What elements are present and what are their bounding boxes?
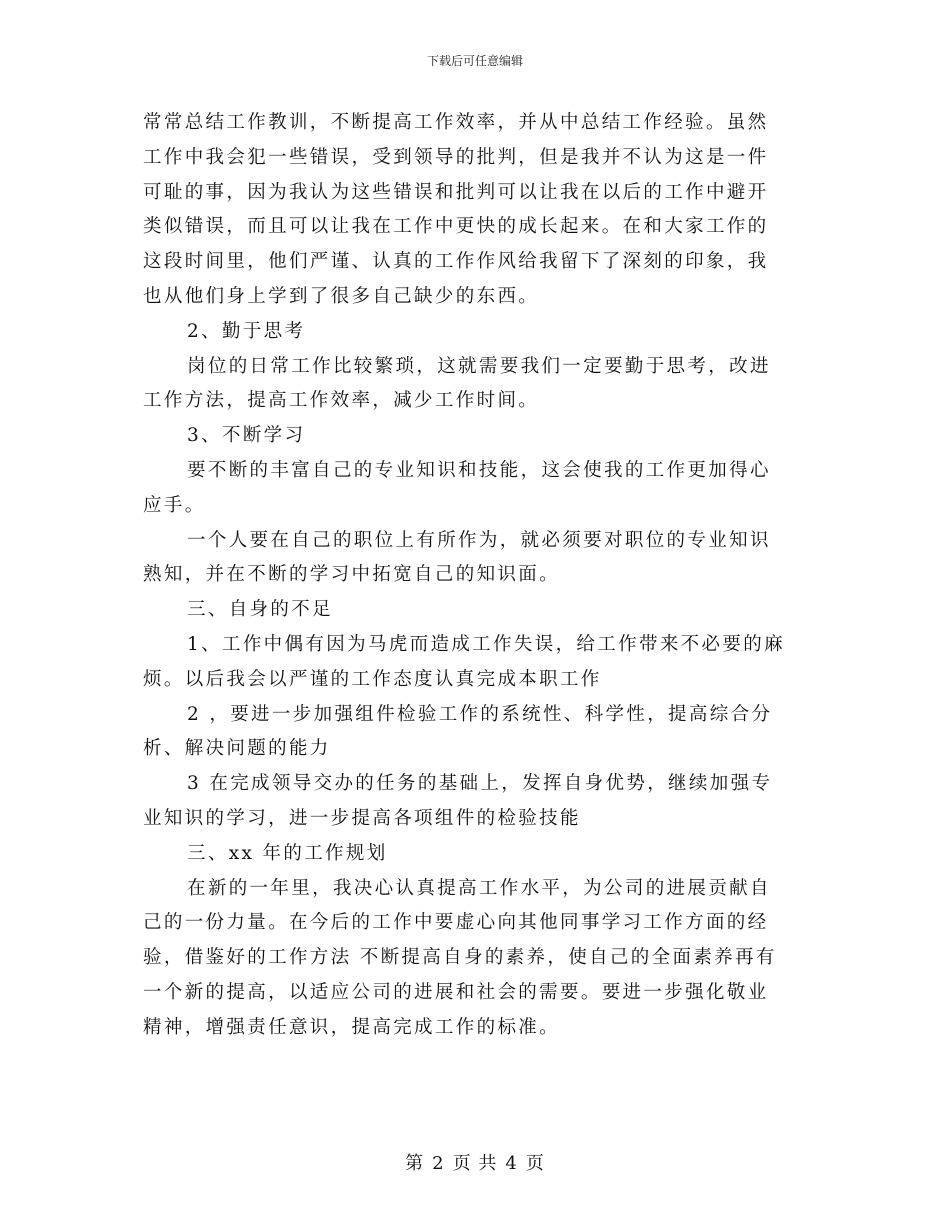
body-line: 工作中我会犯一些错误，受到领导的批判，但是我并不认为这是一件 xyxy=(143,146,769,168)
body-line: 应手。 xyxy=(143,494,206,516)
page-footer xyxy=(0,1149,950,1175)
body-line: 3 在完成领导交办的任务的基础上，发挥自身优势，继续加强专 xyxy=(187,773,773,795)
page-header: 下载后可任意编辑 xyxy=(426,54,523,68)
document-body xyxy=(143,106,809,1046)
body-line: 精神，增强责任意识，提高完成工作的标准。 xyxy=(143,1016,561,1038)
body-line: 三、自身的不足 xyxy=(187,599,333,621)
body-line: 验，借鉴好的工作方法 不断提高自身的素养，使自己的全面素养再有 xyxy=(143,947,777,969)
body-line: 要不断的丰富自己的专业知识和技能，这会使我的工作更加得心 xyxy=(187,459,771,481)
body-line: 一个新的提高，以适应公司的进展和社会的需要。要进一步强化敬业 xyxy=(143,981,769,1003)
footer-middle: 页 共 xyxy=(452,1153,498,1174)
body-line: 工作方法，提高工作效率，减少工作时间。 xyxy=(143,390,540,412)
footer-prefix: 第 xyxy=(405,1153,425,1174)
body-line: 类似错误，而且可以让我在工作中更快的成长起来。在和大家工作的 xyxy=(143,216,769,238)
body-line: 常常总结工作教训，不断提高工作效率，并从中总结工作经验。虽然 xyxy=(143,112,769,133)
body-line: 2 ，要进一步加强组件检验工作的系统性、科学性，提高综合分 xyxy=(187,703,773,725)
body-line: 在新的一年里，我决心认真提高工作水平，为公司的进展贡献自 xyxy=(187,877,771,899)
body-line: 烦。以后我会以严谨的工作态度认真完成本职工作 xyxy=(143,668,602,690)
body-line: 1、工作中偶有因为马虎而造成工作失误，给工作带来不必要的麻 xyxy=(187,633,785,655)
body-line: 一个人要在自己的职位上有所作为，就必须要对职位的专业知识 xyxy=(187,529,771,551)
body-line: 3、不断学习 xyxy=(187,425,306,447)
body-line: 这段时间里，他们严谨、认真的工作作风给我留下了深刻的印象，我 xyxy=(143,251,769,273)
body-line: 也从他们身上学到了很多自己缺少的东西。 xyxy=(143,285,540,307)
body-line: 熟知，并在不断的学习中拓宽自己的知识面。 xyxy=(143,564,561,586)
body-line: 2、勤于思考 xyxy=(187,320,306,342)
body-line: 岗位的日常工作比较繁琐，这就需要我们一定要勤于思考，改进 xyxy=(187,355,771,377)
body-line: 三、xx 年的工作规划 xyxy=(187,842,388,864)
body-line: 业知识的学习，进一步提高各项组件的检验技能 xyxy=(143,807,581,829)
body-line: 可耻的事，因为我认为这些错误和批判可以让我在以后的工作中避开 xyxy=(143,181,769,203)
footer-suffix: 页 xyxy=(525,1153,545,1174)
footer-total-pages: 4 xyxy=(505,1153,518,1174)
body-line: 析、解决问题的能力 xyxy=(143,738,331,760)
footer-page-number: 2 xyxy=(432,1153,445,1174)
body-line: 己的一份力量。在今后的工作中要虚心向其他同事学习工作方面的经 xyxy=(143,912,769,934)
